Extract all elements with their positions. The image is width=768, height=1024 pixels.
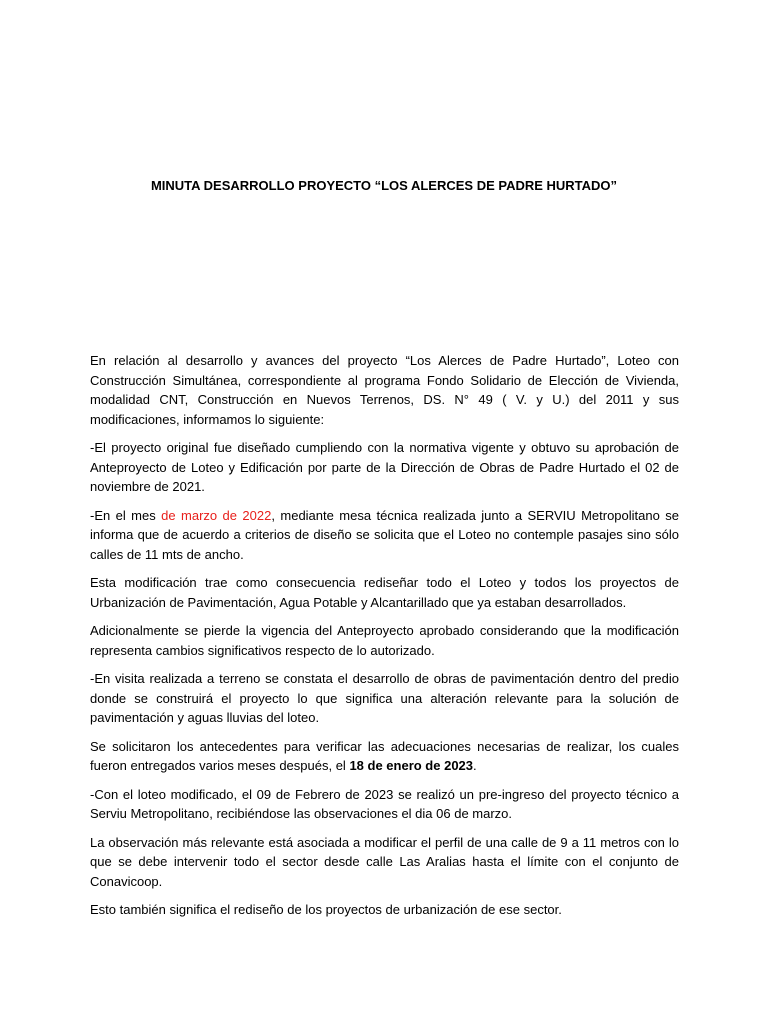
paragraph-vigencia: Adicionalmente se pierde la vigencia del Anteproyecto aprobado considerando que la modificación representa cambios significativos respecto de lo autorizado. bbox=[90, 623, 679, 658]
paragraph-antecedentes bbox=[90, 737, 679, 776]
paragraph-march-2022 bbox=[90, 506, 679, 565]
paragraph-pre-ingreso: -Con el loteo modificado, el 09 de Febrero de 2023 se realizó un pre-ingreso del proyecto técnico a Serviu Metropolitano, recibiéndose las observaciones el dia 06 de marzo. bbox=[90, 786, 679, 821]
march-text-post: , mediante mesa técnica realizada junto a SERVIU Metropolitano se informa que de acuerdo a criterios de diseño se solicita que el Loteo no contemple pasajes sino sólo calles de 11 mts de ancho. bbox=[90, 507, 679, 562]
paragraph-modification-consequence: Esta modificación trae como consecuencia rediseñar todo el Loteo y todos los proyectos de Urbanización de Pavimentación, Agua Potable y Alcantarillado que ya estaban desarrollados. bbox=[90, 575, 679, 610]
antecedentes-date-bold: 18 de enero de 2023 bbox=[349, 758, 474, 773]
march-text-pre: -En el mes bbox=[90, 507, 162, 523]
document-body bbox=[90, 351, 679, 929]
antecedentes-text-post: . bbox=[473, 758, 477, 773]
paragraph-site-visit: -En visita realizada a terreno se constata el desarrollo de obras de pavimentación dentro del predio donde se construirá el proyecto lo que significa una alteración relevante para la solución de pavimentación y aguas lluvias del loteo. bbox=[90, 671, 679, 725]
document-title: MINUTA DESARROLLO PROYECTO “LOS ALERCES DE PADRE HURTADO” bbox=[150, 178, 618, 193]
paragraph-observation: La observación más relevante está asociada a modificar el perfil de una calle de 9 a 11 metros con lo que se debe intervenir todo el sector desde calle Las Aralias hasta el límite con el conjunto de Conavicoop. bbox=[90, 834, 679, 889]
march-date-highlight: de marzo de 2022 bbox=[161, 507, 272, 523]
paragraph-redesign: Esto también significa el rediseño de los proyectos de urbanización de ese sector. bbox=[90, 902, 562, 917]
antecedentes-text-pre: Se solicitaron los antecedentes para verificar las adecuaciones necesarias de realizar, los cuales fueron entregados varios meses después, el bbox=[90, 738, 679, 773]
paragraph-intro: En relación al desarrollo y avances del proyecto “Los Alerces de Padre Hurtado”, Loteo con Construcción Simultánea, correspondiente al programa Fondo Solidario de Elección de Vivienda, modalidad CNT, Construcción en Nuevos Terrenos, DS. N° 49 ( V. y U.) del 2011 y sus modificaciones, informamos lo siguiente: bbox=[90, 353, 679, 427]
paragraph-original-project: -El proyecto original fue diseñado cumpliendo con la normativa vigente y obtuvo su aprobación de Anteproyecto de Loteo y Edificación por parte de la Dirección de Obras de Padre Hurtado el 02 de noviembre de 2021. bbox=[90, 440, 679, 494]
